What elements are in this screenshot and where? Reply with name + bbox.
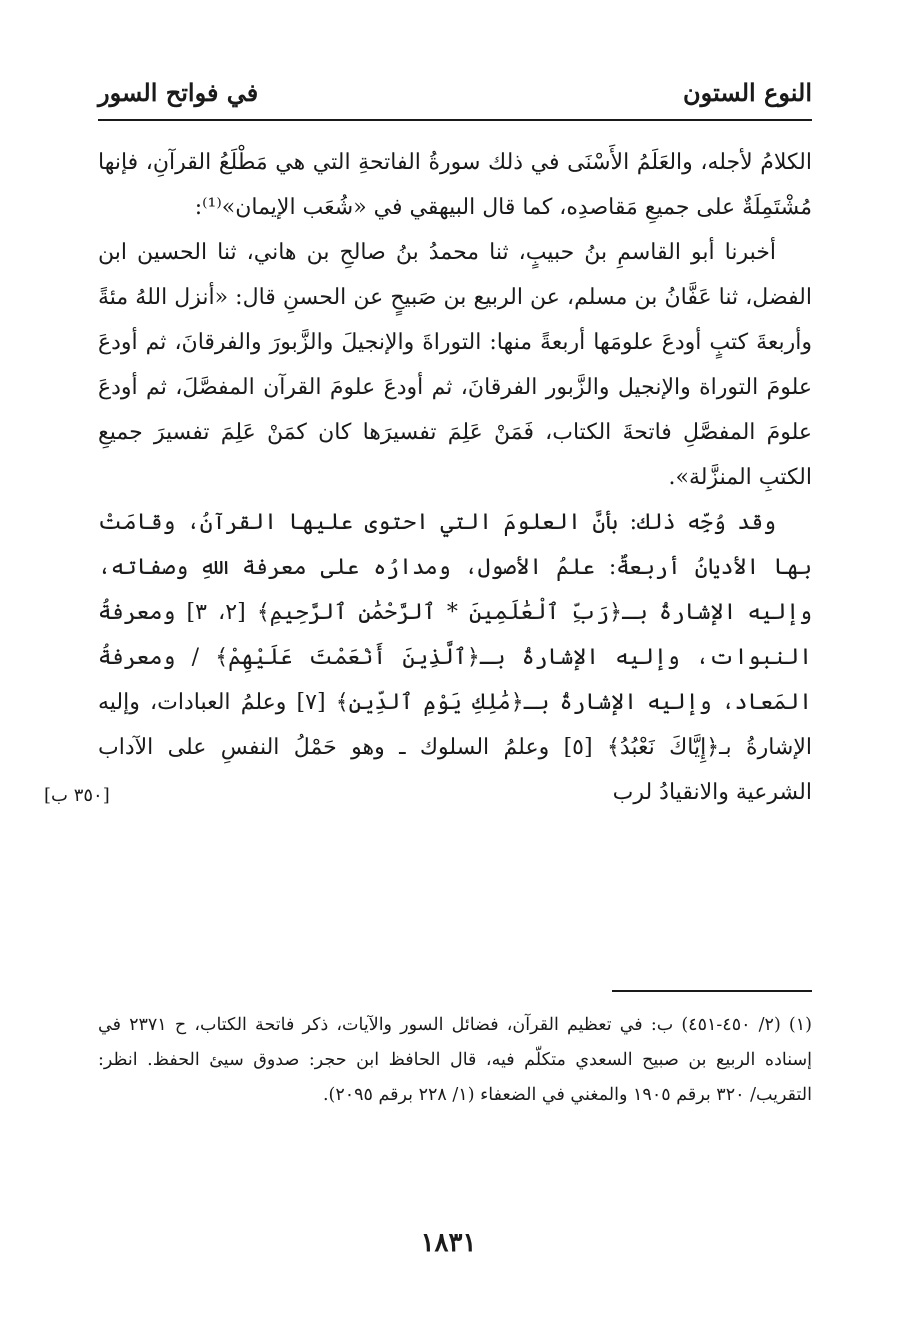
header-chapter-title: النوع الستون: [683, 78, 812, 107]
paragraph-1: الكلامُ لأجله، والعَلَمُ الأَسْنَى في ذلك سورةُ الفاتحةِ التي هي مَطْلَعُ القرآنِ، فإنها مُشْتَمِلَةٌ على جميعِ مَقاصدِه، كما قال البيهقي في «شُعَب الإيمان»⁽¹⁾:: [98, 150, 812, 220]
footnote: (١) (٢/ ٤٥٠-٤٥١) ب: في تعظيم القرآن، فضائل السور والآيات، ذكر فاتحة الكتاب، ح ٢٣٧١ في إسناده الربيع بن صبيح السعدي متكلّم فيه، قال الحافظ ابن حجر: صدوق سيئ الحفظ. انظر: التقريب/ ٣٢٠ برقم ١٩٠٥ والمغني في الضعفاء (١/ ٢٢٨ برقم ٢٠٩٥).: [98, 1015, 812, 1105]
header-section-title: في فواتح السور: [98, 78, 259, 107]
paragraph-3: وقد وُجِّه ذلك: بأنَّ العلومَ التي احتوى عليها القرآنُ، وقامَتْ بها الأديانُ أربعةٌ: علمُ الأصول، ومدارُه على معرفة اللهِ وصفاته، وإليه الإشارةُ بـ﴿رَبِّ ٱلْعَٰلَمِينَ * ٱلرَّحْمَٰنِ ٱلرَّحِيمِ﴾ [٢، ٣] ومعرفةُ النبوات، وإليه الإشارةُ بـ﴿ٱلَّذِينَ أَنْعَمْتَ عَلَيْهِمْ﴾ / ومعرفةُ المَعاد، وإليه الإشارةُ بـ﴿مَٰلِكِ يَوْمِ ٱلدِّينِ﴾ [٧] وعلمُ العبادات، وإليه الإشارةُ بـ﴿إِيَّاكَ نَعْبُدُ﴾ [٥] وعلمُ السلوك ـ وهو حَمْلُ النفسِ على الآداب الشرعية والانقيادُ لرب: [98, 510, 813, 805]
running-header: [98, 78, 812, 107]
paragraph-2: أخبرنا أبو القاسمِ بنُ حبيبٍ، ثنا محمدُ بنُ صالحِ بن هاني، ثنا الحسين ابن الفضل، ثنا عَفَّانُ بن مسلم، عن الربيع بن صَبيحٍ عن الحسنِ قال: «أنزل اللهُ مئةً وأربعةَ كتبٍ أودعَ علومَها أربعةً منها: التوراةَ والإنجيلَ والزَّبورَ والفرقانَ، ثم أودعَ علومَ التوراة والإنجيل والزَّبور الفرقانَ، ثم أودعَ علومَ القرآن المفصَّلَ، ثم أودعَ علومَ المفصَّلِ فاتحةَ الكتاب، فَمَنْ عَلِمَ تفسيرَها كان كمَنْ عَلِمَ تفسيرَ جميعِ الكتبِ المنزَّلة».: [98, 240, 812, 490]
page-number: ١٨٣١: [420, 1228, 477, 1258]
main-text: [98, 140, 812, 815]
footnote-divider: [612, 990, 812, 992]
header-divider: [98, 119, 812, 121]
manuscript-folio-note: [٣٥٠ ب]: [44, 785, 110, 806]
